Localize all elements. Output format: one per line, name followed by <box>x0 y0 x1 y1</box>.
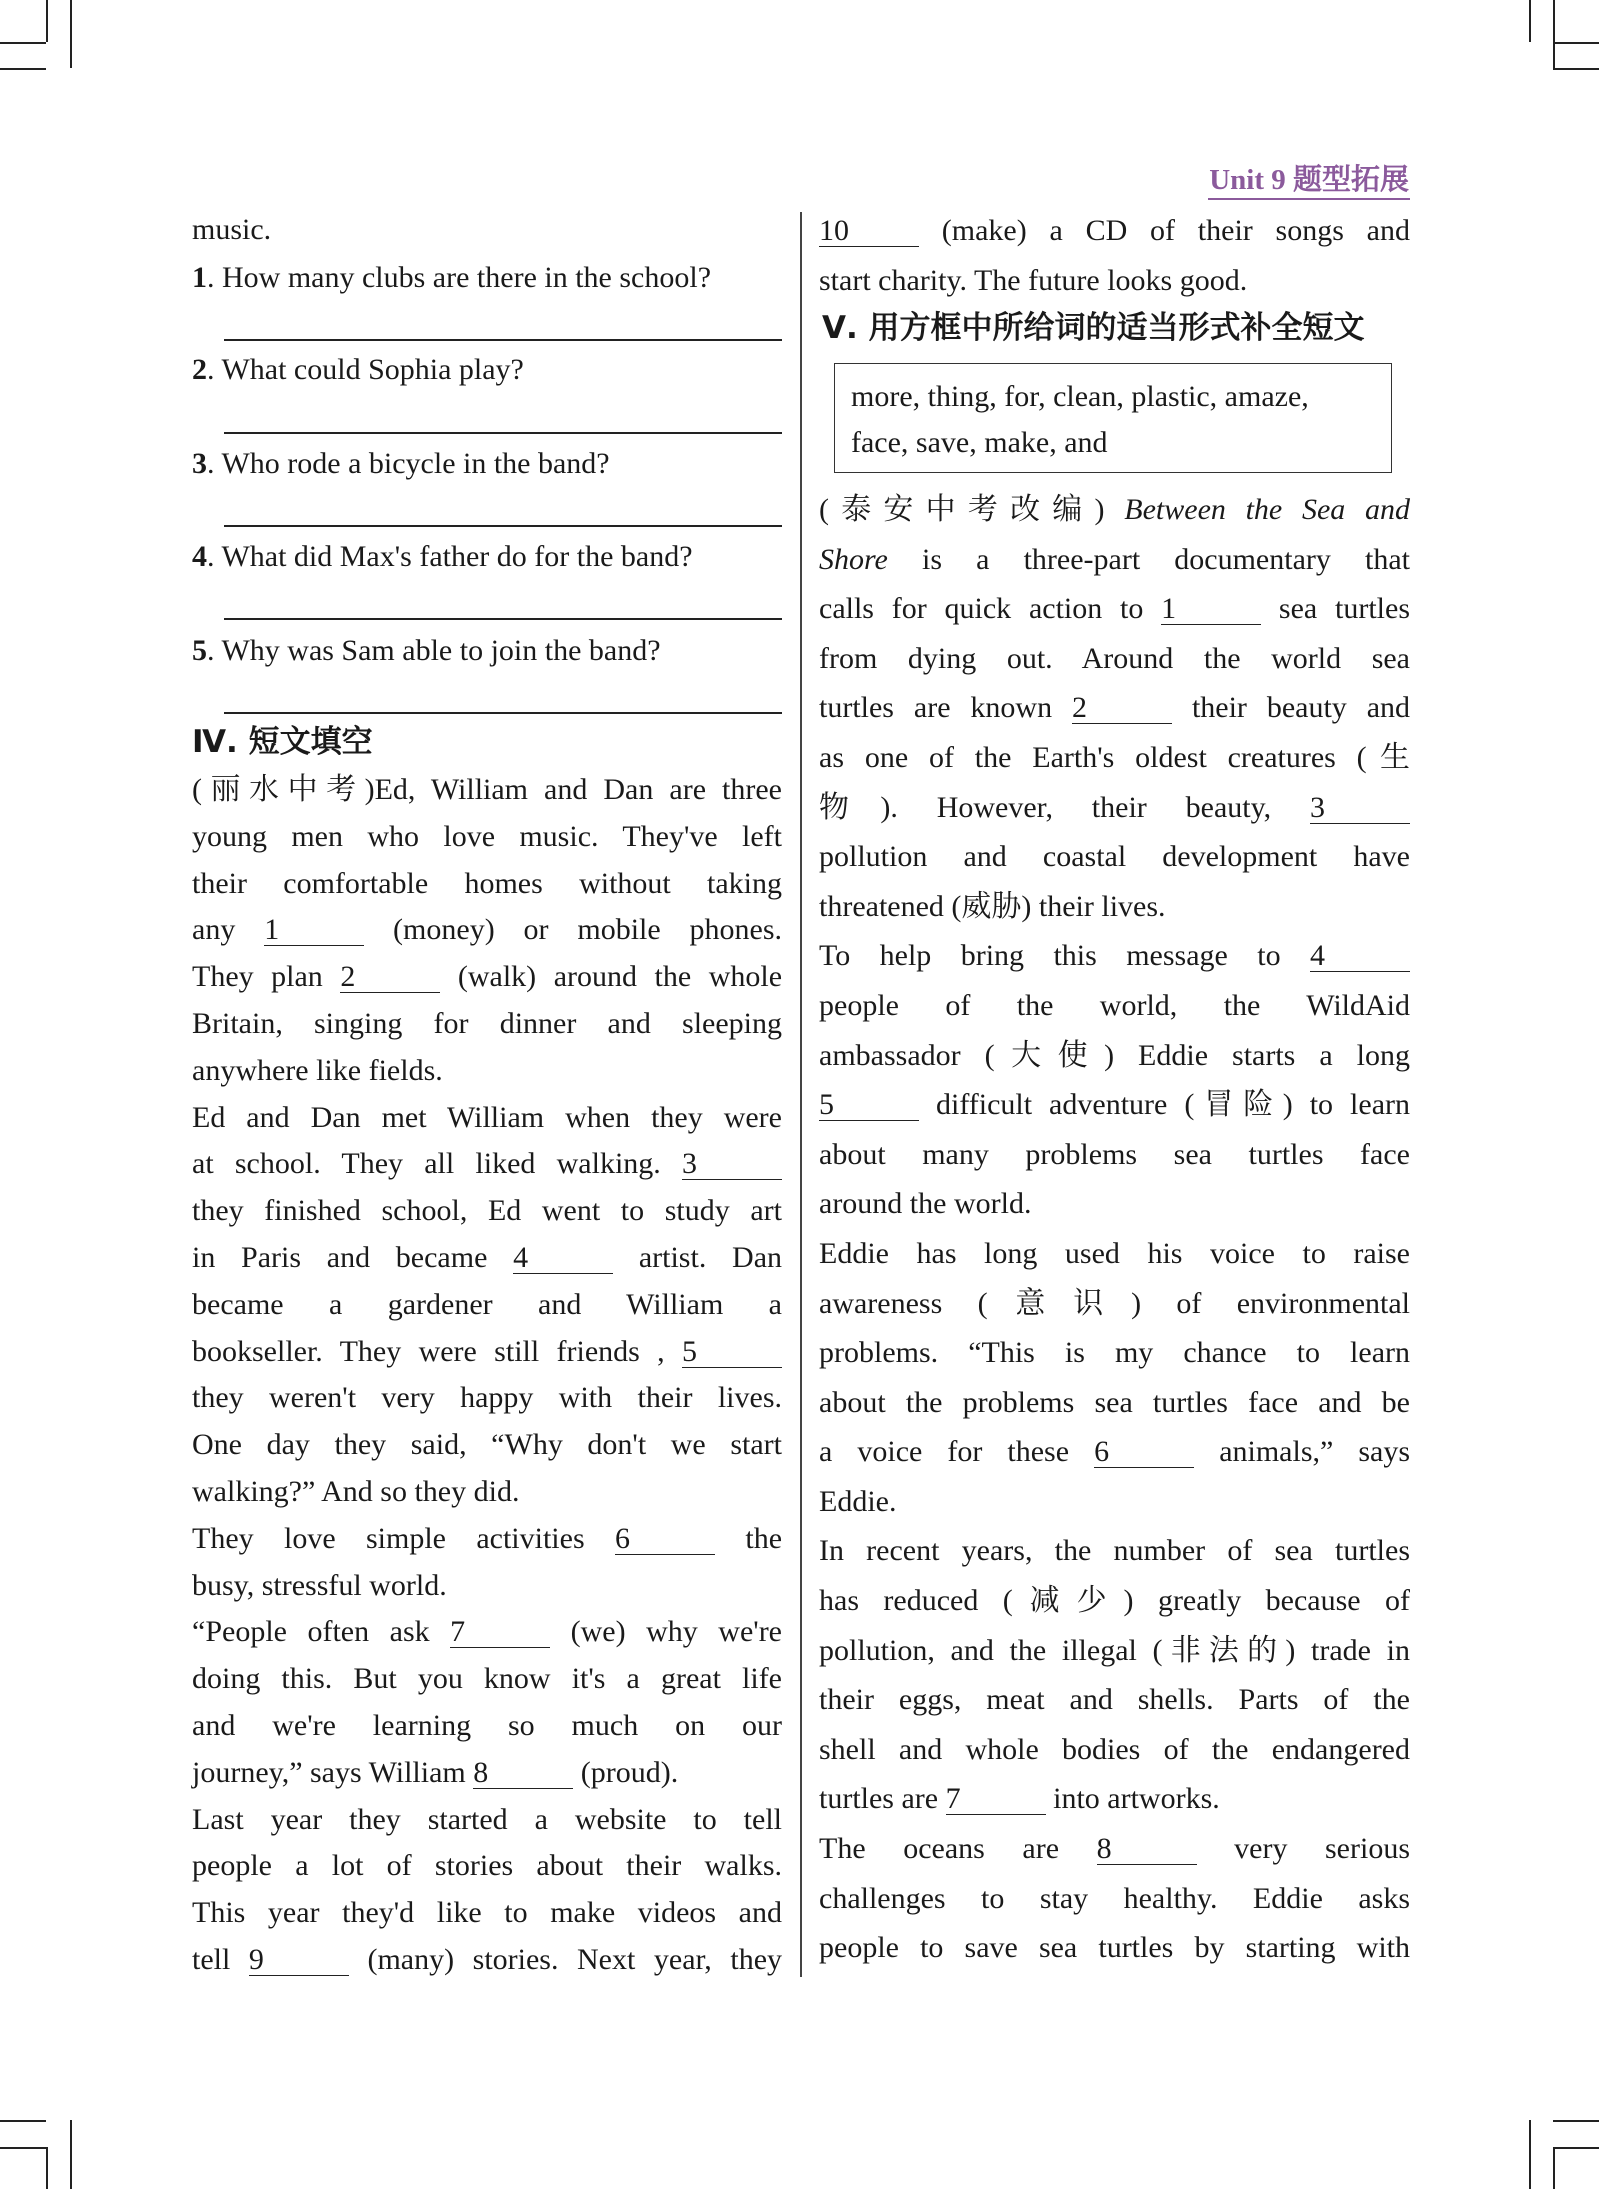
answer-line-1[interactable] <box>224 339 782 341</box>
blank-1[interactable]: 1 <box>264 915 364 946</box>
section-4-passage <box>192 767 782 1984</box>
blank-5[interactable]: 5 <box>682 1337 782 1368</box>
text-line <box>819 1923 1410 1973</box>
text-segment: into artworks. <box>1053 1782 1220 1816</box>
crop-mark <box>70 0 72 68</box>
question-5 <box>192 631 661 671</box>
section-4-heading: Ⅳ. 短文填空 <box>192 724 373 760</box>
text-line <box>819 1031 1410 1081</box>
text-segment: calls for quick action to <box>819 592 1144 626</box>
text-line <box>819 634 1410 684</box>
text-segment: (丽水中考)Ed, William and Dan are three <box>192 773 782 806</box>
text-line <box>192 1375 782 1422</box>
text-segment: (we) why we're <box>570 1615 782 1649</box>
crop-mark <box>1553 2120 1599 2122</box>
text-segment: They love simple activities <box>192 1521 585 1555</box>
text-segment: In recent years, the number of sea turtles <box>819 1534 1410 1568</box>
question-number: 2 <box>192 353 207 386</box>
question-text: . Why was Sam able to join the band? <box>207 634 661 667</box>
text-segment: (泰安中考改编) <box>819 493 1105 526</box>
blank-8[interactable]: 8 <box>473 1758 573 1789</box>
question-2 <box>192 350 524 390</box>
text-segment: is a three-part documentary that <box>922 542 1410 576</box>
text-line <box>192 1048 782 1095</box>
text-line <box>192 1282 782 1329</box>
text-line <box>819 1229 1410 1279</box>
italic-title: Between the Sea and <box>1124 493 1411 526</box>
text-segment: (proud). <box>580 1755 679 1789</box>
text-line <box>819 931 1410 981</box>
question-4 <box>192 537 693 577</box>
word-box-line: face, save, make, and <box>851 426 1108 459</box>
text-line <box>819 1626 1410 1676</box>
text-line <box>192 1750 782 1797</box>
blank-5[interactable]: 5 <box>819 1090 919 1121</box>
text-line <box>192 1095 782 1142</box>
text-line <box>192 1563 782 1610</box>
text-line <box>819 1725 1410 1775</box>
blank-2[interactable]: 2 <box>1072 693 1172 724</box>
text-line <box>192 1516 782 1563</box>
text-line <box>192 767 782 814</box>
blank-3[interactable]: 3 <box>682 1149 782 1180</box>
answer-line-5[interactable] <box>224 712 782 714</box>
blank-6[interactable]: 6 <box>615 1524 715 1555</box>
unit-header: Unit 9 题型拓展 <box>1208 162 1410 200</box>
text-line <box>819 535 1410 585</box>
text-line <box>192 954 782 1001</box>
text-segment: Eddie has long used his voice to raise <box>819 1236 1410 1270</box>
blank-4[interactable]: 4 <box>513 1243 613 1274</box>
text-segment: busy, stressful world. <box>192 1568 447 1602</box>
text-line <box>192 861 782 908</box>
italic-title: Shore <box>819 542 888 576</box>
blank-9[interactable]: 9 <box>249 1945 349 1976</box>
text-line <box>192 907 782 954</box>
text-segment: about many problems sea turtles face <box>819 1137 1410 1171</box>
text-line <box>819 1774 1410 1824</box>
blank-8[interactable]: 8 <box>1097 1834 1197 1865</box>
text-line <box>819 1130 1410 1180</box>
text-line <box>192 1001 782 1048</box>
text-segment: (walk) around the whole <box>457 960 783 994</box>
text-line <box>819 1824 1410 1874</box>
text-segment: shell and whole bodies of the endangered <box>819 1732 1410 1766</box>
text-segment: they finished school, Ed went to study art <box>192 1194 782 1228</box>
passage-continuation <box>819 206 1410 305</box>
question-text: . Who rode a bicycle in the band? <box>207 447 610 480</box>
blank-10[interactable]: 10 <box>819 216 919 247</box>
question-1 <box>192 258 711 298</box>
answer-line-2[interactable] <box>224 432 782 434</box>
text-line <box>819 1874 1410 1924</box>
crop-mark <box>1553 42 1599 44</box>
text-segment: sea turtles <box>1278 592 1410 626</box>
question-number: 1 <box>192 261 207 294</box>
blank-6[interactable]: 6 <box>1094 1437 1194 1468</box>
text-segment: has reduced (减少) greatly because of <box>819 1584 1410 1618</box>
text-line <box>819 1526 1410 1576</box>
text-segment: their comfortable homes without taking <box>192 866 782 900</box>
text-line <box>819 832 1410 882</box>
text-segment: pollution, and the illegal (非法的) trade in <box>819 1633 1410 1667</box>
text-line <box>819 1378 1410 1428</box>
crop-mark <box>1553 0 1555 68</box>
text-line <box>192 1609 782 1656</box>
text-segment: from dying out. Around the world sea <box>819 641 1410 675</box>
text-segment: their eggs, meat and shells. Parts of the <box>819 1683 1410 1717</box>
text-line <box>192 1469 782 1516</box>
text-segment: a voice for these <box>819 1435 1070 1469</box>
text-line <box>819 1328 1410 1378</box>
text-segment: about the problems sea turtles face and be <box>819 1385 1410 1419</box>
word-box-line: more, thing, for, clean, plastic, amaze, <box>851 380 1309 413</box>
text-segment: Britain, singing for dinner and sleeping <box>192 1006 782 1040</box>
question-number: 4 <box>192 540 207 573</box>
text-segment: very serious <box>1234 1832 1410 1866</box>
text-line <box>819 1427 1410 1477</box>
blank-7[interactable]: 7 <box>946 1784 1046 1815</box>
text-segment: 物). However, their beauty, <box>819 790 1272 824</box>
text-segment: They plan <box>192 960 323 994</box>
crop-mark <box>1529 0 1531 42</box>
text-segment: problems. “This is my chance to learn <box>819 1336 1410 1370</box>
text-segment: The oceans are <box>819 1832 1060 1866</box>
text-segment: their beauty and <box>1191 691 1411 725</box>
question-number: 5 <box>192 634 207 667</box>
question-number: 3 <box>192 447 207 480</box>
text-line <box>192 1843 782 1890</box>
word-box <box>834 363 1392 473</box>
text-segment: turtles are <box>819 1782 939 1816</box>
answer-line-3[interactable] <box>224 525 782 527</box>
text-segment: became a gardener and William a <box>192 1287 782 1321</box>
text-segment: the <box>745 1521 783 1555</box>
text-line <box>192 1797 782 1844</box>
text-line <box>192 1235 782 1282</box>
crop-mark <box>0 2147 46 2149</box>
text-line <box>192 1656 782 1703</box>
text-segment: “People often ask <box>192 1615 430 1649</box>
text-segment: journey,” says William <box>192 1755 466 1789</box>
text-segment: as one of the Earth's oldest creatures (生 <box>819 740 1410 774</box>
text-line <box>819 1080 1410 1130</box>
text-segment: at school. They all liked walking. <box>192 1147 661 1181</box>
text-segment: any <box>192 913 236 947</box>
text-segment: artist. Dan <box>638 1240 783 1274</box>
text-line <box>819 783 1410 833</box>
blank-1[interactable]: 1 <box>1161 594 1261 625</box>
text-segment: awareness (意识) of environmental <box>819 1286 1410 1320</box>
text-line <box>819 206 1410 256</box>
text-line <box>819 1675 1410 1725</box>
text-line <box>192 1422 782 1469</box>
text-line <box>192 814 782 861</box>
text-segment: challenges to stay healthy. Eddie asks <box>819 1881 1410 1915</box>
text-segment: they weren't very happy with their lives. <box>192 1381 782 1415</box>
crop-mark <box>46 0 48 42</box>
text-segment: (many) stories. Next year, they <box>367 1942 783 1976</box>
continuation-text: music. <box>192 213 272 246</box>
text-segment: walking?” And so they did. <box>192 1474 520 1508</box>
text-line <box>192 1188 782 1235</box>
text-segment: difficult adventure (冒险) to learn <box>935 1088 1410 1122</box>
text-segment: people of the world, the WildAid <box>819 988 1410 1022</box>
text-line <box>819 683 1410 733</box>
text-segment: bookseller. They were still friends , <box>192 1334 665 1368</box>
crop-mark <box>1529 2120 1531 2189</box>
text-segment: ambassador (大使) Eddie starts a long <box>819 1038 1410 1072</box>
blank-7[interactable]: 7 <box>450 1617 550 1648</box>
section-5-passage <box>819 485 1410 1973</box>
crop-mark <box>0 42 46 44</box>
text-segment: This year they'd like to make videos and <box>192 1896 782 1930</box>
text-segment: Eddie. <box>819 1484 897 1518</box>
question-text: . What could Sophia play? <box>207 353 524 386</box>
crop-mark <box>0 2120 46 2122</box>
text-segment: (make) a CD of their songs and <box>941 214 1410 247</box>
text-segment: people to save sea turtles by starting with <box>819 1931 1410 1965</box>
text-line <box>819 733 1410 783</box>
crop-mark <box>0 68 46 70</box>
text-segment: threatened (威胁) their lives. <box>819 889 1166 923</box>
text-line <box>192 1890 782 1937</box>
text-segment: start charity. The future looks good. <box>819 263 1248 297</box>
text-line <box>819 485 1410 535</box>
text-segment: young men who love music. They've left <box>192 819 782 853</box>
column-divider <box>800 212 802 1977</box>
text-segment: pollution and coastal development have <box>819 840 1410 874</box>
text-line <box>192 1329 782 1376</box>
question-3 <box>192 444 610 484</box>
text-line <box>192 1703 782 1750</box>
blank-2[interactable]: 2 <box>340 962 440 993</box>
crop-mark <box>1553 2147 1599 2149</box>
text-segment: doing this. But you know it's a great life <box>192 1662 782 1696</box>
question-text: . How many clubs are there in the school? <box>207 261 712 294</box>
blank-3[interactable]: 3 <box>1310 793 1410 824</box>
blank-4[interactable]: 4 <box>1310 941 1410 972</box>
text-segment: turtles are known <box>819 691 1053 725</box>
answer-line-4[interactable] <box>224 618 782 620</box>
text-segment: and we're learning so much on our <box>192 1708 782 1742</box>
text-line <box>819 1477 1410 1527</box>
text-segment: around the world. <box>819 1187 1032 1221</box>
text-line <box>819 256 1410 306</box>
text-line <box>819 584 1410 634</box>
text-line <box>819 1179 1410 1229</box>
section-5-heading: Ⅴ. 用方框中所给词的适当形式补全短文 <box>822 310 1365 346</box>
text-segment: people a lot of stories about their walks. <box>192 1849 782 1883</box>
text-line <box>819 981 1410 1031</box>
text-line <box>192 1141 782 1188</box>
text-segment: (money) or mobile phones. <box>393 913 783 947</box>
text-segment: anywhere like fields. <box>192 1053 443 1087</box>
crop-mark <box>1553 68 1599 70</box>
text-segment: tell <box>192 1942 231 1976</box>
text-segment: To help bring this message to <box>819 939 1281 973</box>
text-segment: One day they said, “Why don't we start <box>192 1428 782 1462</box>
question-text: . What did Max's father do for the band? <box>207 540 693 573</box>
text-segment: animals,” says <box>1219 1435 1411 1469</box>
text-line <box>192 1937 782 1984</box>
text-line <box>819 1279 1410 1329</box>
text-segment: Last year they started a website to tell <box>192 1802 782 1836</box>
text-segment: Ed and Dan met William when they were <box>192 1100 782 1134</box>
crop-mark <box>46 2147 48 2189</box>
text-line <box>819 1576 1410 1626</box>
text-segment: in Paris and became <box>192 1240 488 1274</box>
crop-mark <box>70 2120 72 2189</box>
text-line <box>819 882 1410 932</box>
crop-mark <box>1553 2147 1555 2189</box>
